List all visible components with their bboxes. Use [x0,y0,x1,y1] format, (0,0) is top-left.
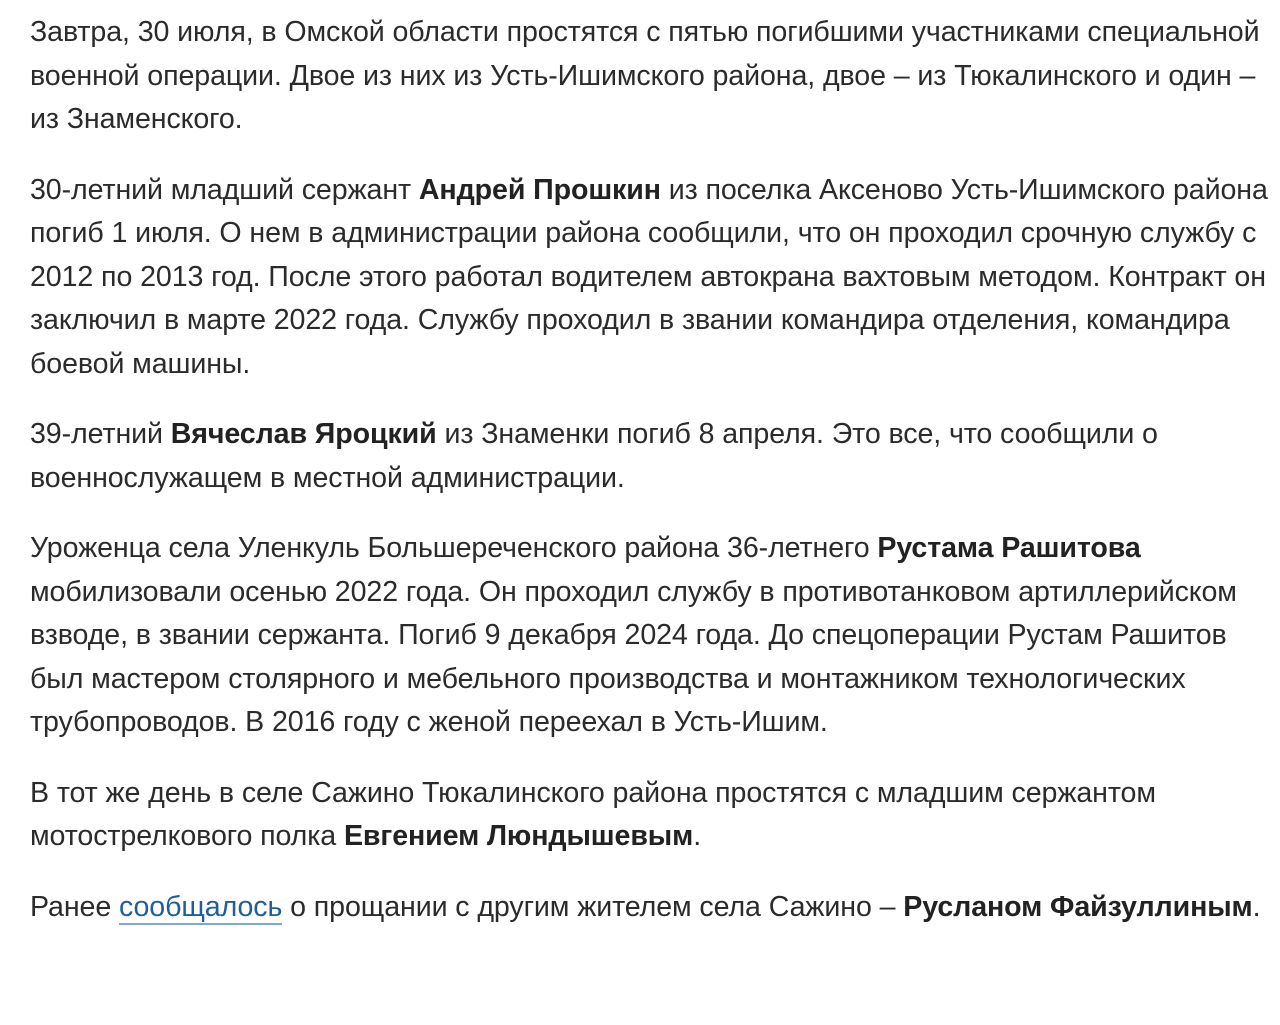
paragraph-proshkin [30,169,1280,387]
name-yarotsky: Вячеслав Яроцкий [170,418,437,450]
paragraph-lyundyshev-after: . [693,820,702,852]
paragraph-rashitov [30,527,1280,745]
paragraph-yarotsky [30,413,1280,500]
paragraph-yarotsky-before: 39-летний [30,418,171,450]
name-rashitov: Рустама Рашитова [877,532,1141,564]
paragraph-yarotsky-after: из Знаменки погиб 8 апреля. Это все, что сообщили о военнослужащем в местной администрации. [30,418,1158,494]
paragraph-lyundyshev-before: В тот же день в селе Сажино Тюкалинского района простятся с младшим сержантом мотострелкового полка [30,776,1156,852]
paragraph-rashitov-before: Уроженца села Уленкуль Большереченского района 36-летнего [30,532,878,564]
name-fayzullin: Русланом Файзуллиным [903,890,1253,923]
paragraph-lyundyshev [30,772,1280,859]
paragraph-fayzullin-before: Ранее [30,890,119,923]
paragraph-proshkin-after: из поселка Аксеново Усть-Ишимского района погиб 1 июля. О нем в администрации района сообщили, что он проходил срочную службу с 2012 по 2013 год. После этого работал водителем автокрана вахтовым методом. Контракт он заключил в марте 2022 года. Службу проходил в звании командира отделения, командира боевой машины. [30,173,1268,380]
paragraph-rashitov-after: мобилизовали осенью 2022 года. Он проходил службу в противотанковом артиллерийском взводе, в звании сержанта. Погиб 9 декабря 2024 года. До спецоперации Рустам Рашитов был мастером столярного и мебельного производства и монтажником технологических трубопроводов. В 2016 году с женой переехал в Усть-Ишим. [30,575,1237,738]
paragraph-fayzullin-middle: о прощании с другим жителем села Сажино – [282,890,904,923]
paragraph-fayzullin [30,886,1280,930]
paragraph-intro-text: Завтра, 30 июля, в Омской области простятся с пятью погибшими участниками специальной военной операции. Двое из них из Усть-Ишимского района, двое – из Тюкалинского и один – из Знаменского. [30,16,1260,135]
reported-link[interactable]: сообщалось [118,890,283,923]
paragraph-proshkin-before: 30-летний младший сержант [30,173,419,206]
name-proshkin: Андрей Прошкин [418,173,661,206]
article-body [30,11,1280,929]
name-lyundyshev: Евгением Люндышевым [343,820,694,852]
paragraph-intro [30,11,1280,142]
paragraph-fayzullin-after: . [1252,890,1261,923]
